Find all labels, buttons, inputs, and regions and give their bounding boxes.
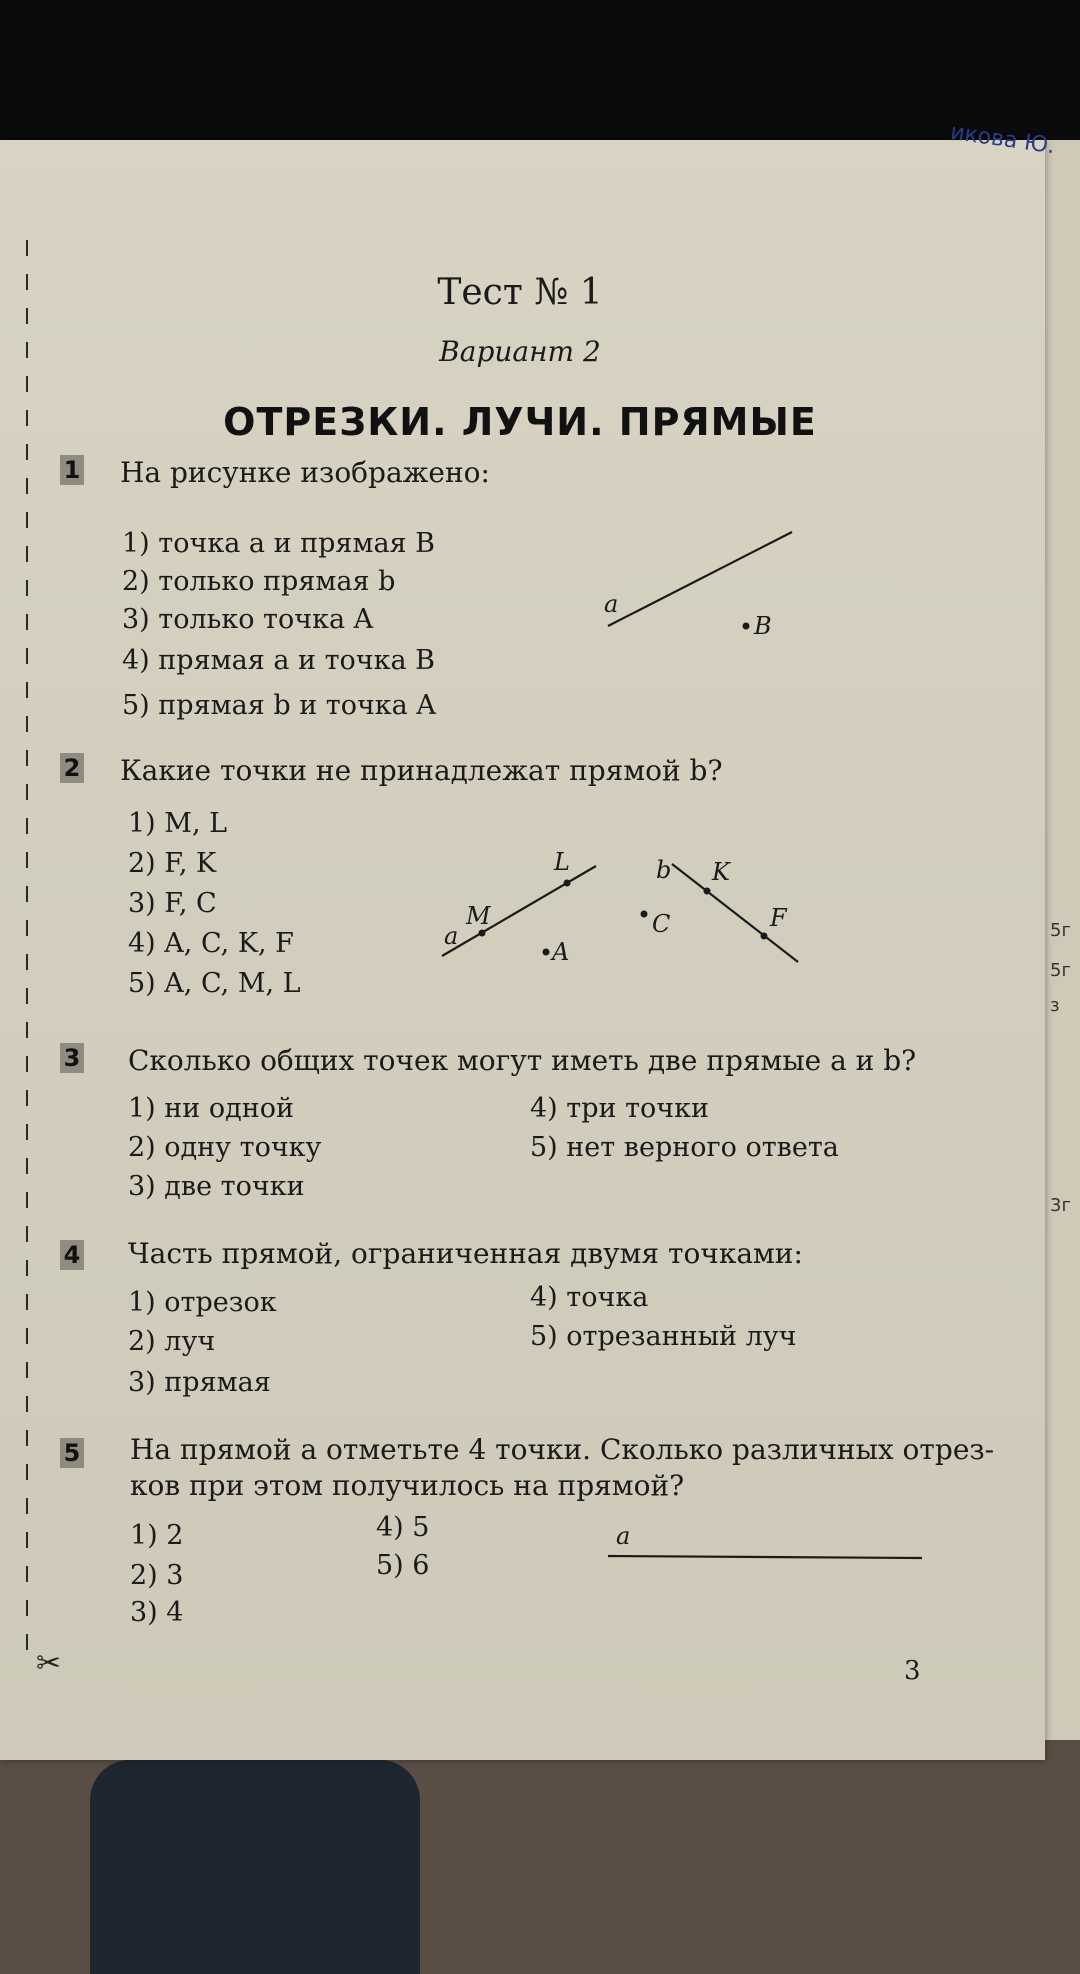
answer-option: 4) 5: [376, 1512, 430, 1543]
figure-5: [600, 1520, 930, 1560]
answer-option: 3) только точка A: [122, 604, 374, 635]
answer-option: 1) 2: [130, 1520, 184, 1551]
figure-1: [590, 520, 820, 640]
answer-option: 1) ни одной: [128, 1093, 294, 1124]
question-number: 4: [60, 1240, 84, 1270]
page-number: 3: [904, 1656, 921, 1686]
point-c: [641, 911, 648, 918]
label-a: a: [604, 590, 619, 618]
side-label: 3г: [1050, 1195, 1071, 1216]
label-a-point: A: [552, 938, 570, 966]
label-b: B: [754, 612, 772, 640]
label-a: a: [616, 1522, 631, 1550]
answer-option: 2) F, K: [128, 848, 217, 879]
answer-option: 5) отрезанный луч: [530, 1321, 797, 1352]
answer-option: 1) M, L: [128, 808, 228, 839]
label-a: a: [444, 922, 459, 950]
answer-option: 4) три точки: [530, 1093, 710, 1124]
question-text: На рисунке изображено:: [120, 456, 490, 489]
answer-option: 3) две точки: [128, 1171, 305, 1202]
point-m: [479, 930, 486, 937]
side-label: 5г: [1050, 960, 1071, 981]
point-b: [743, 623, 750, 630]
side-label: з: [1050, 995, 1060, 1016]
point-a: [543, 949, 550, 956]
label-b: b: [656, 856, 672, 884]
point-k: [704, 888, 711, 895]
answer-option: 1) отрезок: [128, 1287, 277, 1318]
label-k: K: [712, 858, 730, 886]
answer-option: 4) A, C, K, F: [128, 928, 294, 959]
question-number: 2: [60, 753, 84, 783]
point-f: [761, 933, 768, 940]
answer-option: 3) 4: [130, 1597, 184, 1628]
variant-label: Вариант 2: [439, 335, 601, 368]
background-cloth: [90, 1760, 420, 1974]
figure-2: [430, 850, 810, 970]
label-l: L: [554, 848, 570, 876]
answer-option: 5) 6: [376, 1550, 430, 1581]
background-bottom: [0, 1730, 1080, 1974]
answer-option: 4) прямая a и точка B: [122, 645, 436, 676]
question-number: 1: [60, 455, 84, 485]
question-number: 3: [60, 1043, 84, 1073]
question-number: 5: [60, 1438, 84, 1468]
label-f: F: [770, 904, 787, 932]
answer-option: 3) прямая: [128, 1367, 271, 1398]
answer-option: 3) F, C: [128, 888, 217, 919]
line-a: [608, 1556, 922, 1558]
label-m: M: [466, 902, 491, 930]
cut-line: [20, 240, 34, 1660]
answer-option: 5) прямая b и точка A: [122, 690, 436, 721]
question-text: Сколько общих точек могут иметь две прямые a и b?: [128, 1044, 917, 1077]
answer-option: 5) A, C, M, L: [128, 968, 301, 999]
answer-option: 1) точка a и прямая B: [122, 528, 436, 559]
answer-option: 2) 3: [130, 1560, 184, 1591]
answer-option: 2) одну точку: [128, 1132, 322, 1163]
question-text: Какие точки не принадлежат прямой b?: [120, 754, 723, 787]
question-text-line-1: На прямой a отметьте 4 точки. Сколько различных отрез-: [130, 1433, 995, 1466]
label-c: C: [652, 910, 671, 938]
test-title: Тест № 1: [437, 272, 603, 313]
answer-option: 2) луч: [128, 1326, 216, 1357]
corner-name: икова Ю.: [948, 119, 1057, 160]
topic-heading: ОТРЕЗКИ. ЛУЧИ. ПРЯМЫЕ: [223, 400, 817, 444]
answer-option: 2) только прямая b: [122, 566, 396, 597]
question-text-line-2: ков при этом получилось на прямой?: [130, 1469, 685, 1502]
answer-option: 4) точка: [530, 1282, 649, 1313]
scissors-icon: ✂: [36, 1646, 62, 1681]
side-label: 5г: [1050, 920, 1071, 941]
point-l: [564, 880, 571, 887]
answer-option: 5) нет верного ответа: [530, 1132, 839, 1163]
question-text: Часть прямой, ограниченная двумя точками:: [128, 1237, 803, 1270]
